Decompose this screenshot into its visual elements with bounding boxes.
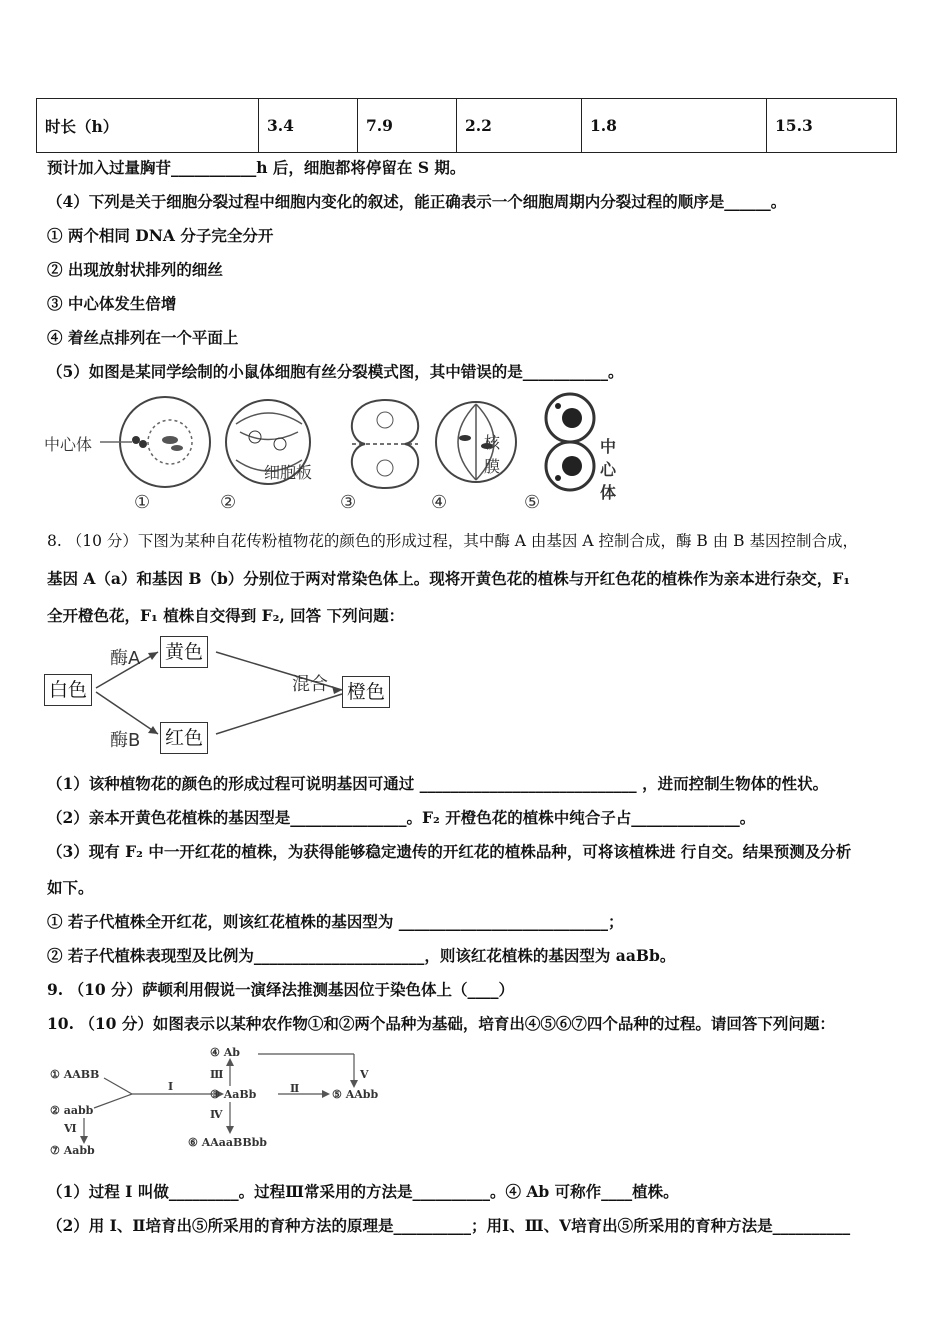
node-1: ① AABB <box>50 1068 100 1081</box>
figure-number: ③ <box>340 492 357 513</box>
q8-sub3-cont: 如下。 <box>47 878 94 897</box>
option-1: ① 两个相同 DNA 分子完全分开 <box>47 226 274 245</box>
table-label-cell: 时长（h） <box>37 99 259 153</box>
table-cell: 1.8 <box>582 99 767 153</box>
q8-sub3-case2: ② 若子代植株表现型及比例为______________________，则该红花植株的基因型为 aaBb。 <box>47 946 676 965</box>
enzyme-b-label: 酶B <box>110 730 141 751</box>
table-row <box>37 99 897 153</box>
figure-number: ① <box>134 492 151 513</box>
mix-label: 混合 <box>292 674 328 695</box>
process-2-label: Ⅱ <box>290 1082 300 1095</box>
figure-number: ② <box>220 492 237 513</box>
figure-number: ④ <box>431 492 448 513</box>
table-cell: 15.3 <box>767 99 897 153</box>
q10-sub2: （2）用 I、Ⅱ培育出⑤所采用的育种方法的原理是__________；用Ⅰ、Ⅲ、Ⅴ培育出⑤所采用的育种方法是__________ <box>47 1216 851 1235</box>
q8-sub1: （1）该种植物花的颜色的形成过程可说明基因可通过 ____________________________ ，进而控制生物体的性状。 <box>47 774 829 793</box>
enzyme-a-label: 酶A <box>110 648 141 669</box>
cell-plate-label: 细胞板 <box>264 463 313 482</box>
node-white: 白色 <box>44 674 92 706</box>
nuclear-membrane-label-1: 核 <box>484 433 501 452</box>
breeding-diagram <box>48 1042 408 1162</box>
option-3: ③ 中心体发生倍增 <box>47 294 177 313</box>
q8-sub3-case1: ① 若子代植株全开红花，则该红花植株的基因型为 ___________________________； <box>47 912 624 931</box>
process-4-label: Ⅳ <box>210 1108 223 1121</box>
nuclear-membrane-label-2: 膜 <box>484 457 501 476</box>
flower-color-diagram <box>44 636 404 758</box>
mitosis-drawing <box>40 392 630 520</box>
node-6: ⑥ AAaaBBbb <box>188 1136 267 1149</box>
node-5: ⑤ AAbb <box>332 1088 379 1101</box>
table-cell: 3.4 <box>259 99 358 153</box>
q7-sub5: （5）如图是某同学绘制的小鼠体细胞有丝分裂模式图，其中错误的是___________。 <box>47 362 624 381</box>
node-3: ③ AaBb <box>210 1088 257 1101</box>
q7-sub4: （4）下列是关于细胞分裂过程中细胞内变化的叙述，能正确表示一个细胞周期内分裂过程的顺序是______。 <box>47 192 787 211</box>
mitosis-figure <box>40 392 630 520</box>
node-2: ② aabb <box>50 1104 94 1117</box>
q10-sub1: （1）过程 I 叫做_________。过程Ⅲ常采用的方法是__________。④ Ab 可称作____植株。 <box>47 1182 679 1201</box>
duration-table <box>36 98 897 153</box>
q7-thymidine-line: 预计加入过量胸苷___________h 后，细胞都将停留在 S 期。 <box>47 158 466 177</box>
option-2: ② 出现放射状排列的细丝 <box>47 260 223 279</box>
process-1-label: Ⅰ <box>168 1080 174 1093</box>
centrosome-label-right: 中心体 <box>600 437 617 502</box>
node-yellow: 黄色 <box>160 636 208 668</box>
option-4: ④ 着丝点排列在一个平面上 <box>47 328 239 347</box>
q8-intro-2: 基因 A（a）和基因 B（b）分别位于两对常染色体上。现将开黄色花的植株与开红色花的植株作为亲本进行杂交，F₁ <box>47 569 851 588</box>
table-cell: 2.2 <box>457 99 582 153</box>
centrosome-label-left: 中心体 <box>44 435 93 454</box>
q9-text: 9. （10 分）萨顿利用假说一演绎法推测基因位于染色体上（____） <box>47 980 515 999</box>
process-6-label: Ⅵ <box>64 1122 77 1135</box>
q10-intro: 10. （10 分）如图表示以某种农作物①和②两个品种为基础，培育出④⑤⑥⑦四个品种的过程。请回答下列问题： <box>47 1014 835 1033</box>
node-7: ⑦ Aabb <box>50 1144 95 1157</box>
node-red: 红色 <box>160 722 208 754</box>
figure-number: ⑤ <box>524 492 541 513</box>
process-3-label: Ⅲ <box>210 1068 224 1081</box>
node-orange: 橙色 <box>342 676 390 708</box>
q8-intro-1: 8. （10 分）下图为某种自花传粉植物花的颜色的形成过程，其中酶 A 由基因 A 控制合成，酶 B 由 B 基因控制合成， <box>47 532 858 550</box>
q8-sub2: （2）亲本开黄色花植株的基因型是_______________。F₂ 开橙色花的植株中纯合子占______________。 <box>47 808 756 827</box>
table-cell: 7.9 <box>358 99 457 153</box>
process-5-label: Ⅴ <box>360 1068 369 1081</box>
q8-sub3: （3）现有 F₂ 中一开红花的植株，为获得能够稳定遗传的开红花的植株品种，可将该植株进 行自交。结果预测及分析 <box>47 842 852 861</box>
q8-intro-3: 全开橙色花，F₁ 植株自交得到 F₂, 回答 下列问题： <box>47 606 405 625</box>
node-4: ④ Ab <box>210 1046 240 1059</box>
